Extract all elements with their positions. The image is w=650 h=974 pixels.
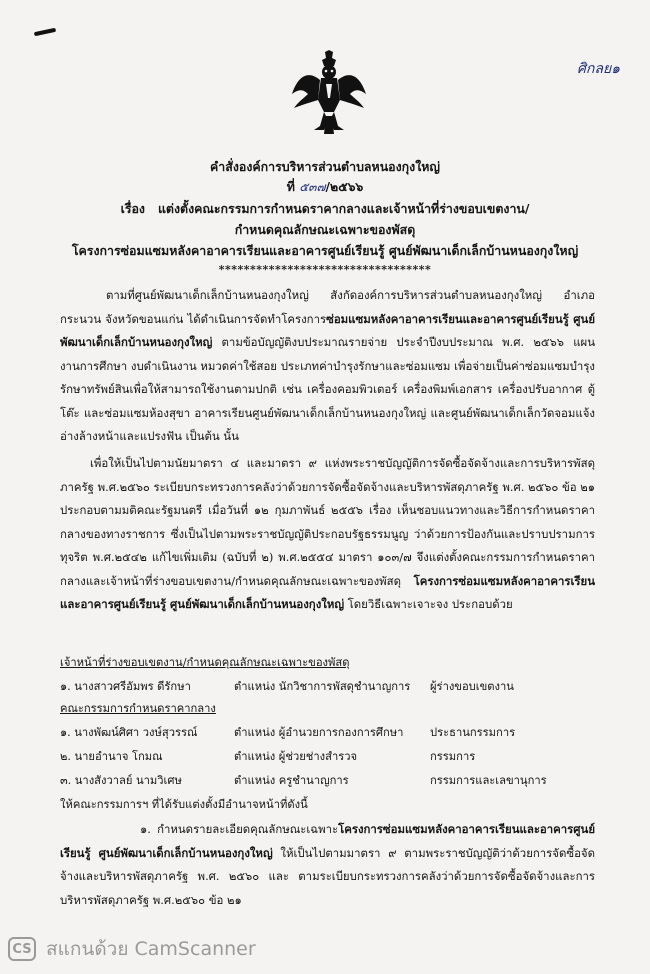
section-committee-heading: คณะกรรมการกำหนดราคากลาง <box>60 702 216 715</box>
para2-suffix: โดยวิธีเฉพาะเจาะจง ประกอบด้วย <box>344 597 513 611</box>
para2-project-name: โครงการซ่อมแซมหลังคาอาคารเรียนและอาคารศูนย์เรียนรู้ ศูนย์พัฒนาเด็กเล็กบ้านหนองกุงใหญ่ <box>60 573 595 611</box>
committee-member-3-name: ๓. นางสังวาลย์ นามวิเศษ <box>60 774 182 787</box>
subject-line-2: กำหนดคุณลักษณะเฉพาะของพัสดุ <box>234 222 416 237</box>
duty1-rest: ให้เป็นไปตามมาตรา ๙ ตามพระราชบัญญัติว่าด้วยการจัดซื้อจัดจ้างและบริหารพัสดุภาครัฐ พ.ศ. ๒๕๖๐ และ ตามระเบียบกระทรวงการคลังว่าด้วยการจัดซื้อจัดจ้างและการบริหารพัสดุภาครัฐ พ.ศ.๒๕๖๐ ข้อ ๒๑ <box>60 845 595 907</box>
subject-line-3: โครงการซ่อมแซมหลังคาอาคารเรียนและอาคารศูนย์เรียนรู้ ศูนย์พัฒนาเด็กเล็กบ้านหนองกุงใหญ่ <box>71 243 579 258</box>
order-number-prefix: ที่ <box>286 179 295 194</box>
subject-line-1 <box>0 200 650 218</box>
committee-member-2-position: ตำแหน่ง ผู้ช่วยช่างสำรวจ <box>234 750 358 763</box>
scope-member-role: ผู้ร่างขอบเขตงาน <box>430 680 514 693</box>
camscanner-text: สแกนด้วย CamScanner <box>46 938 256 960</box>
committee-member-1-position: ตำแหน่ง ผู้อำนวยการกองการศึกษา <box>234 726 404 739</box>
handwritten-corner-note: ศิกลย๑ <box>577 61 621 77</box>
authority-line: ให้คณะกรรมการฯ ที่ได้รับแต่งตั้งมีอำนาจหน้าที่ดังนี้ <box>60 798 308 811</box>
pen-mark <box>34 28 56 36</box>
paragraph-duty-1 <box>60 818 595 912</box>
garuda-emblem-icon <box>290 50 368 134</box>
committee-member-2-role: กรรมการ <box>430 750 476 763</box>
committee-member-1-name: ๑. นางพัฒน์ศิศา วงษ์สุวรรณ์ <box>60 726 198 739</box>
stars-separator: ********************************** <box>218 263 432 276</box>
para1-project-name: ซ่อมแซมหลังคาอาคารเรียนและอาคารศูนย์เรียนรู้ ศูนย์พัฒนาเด็กเล็กบ้านหนองกุงใหญ่ <box>60 311 595 349</box>
paragraph-background <box>60 284 595 449</box>
camscanner-watermark <box>8 934 256 964</box>
scope-member-position: ตำแหน่ง นักวิชาการพัสดุชำนาญการ <box>234 680 411 693</box>
camscanner-logo-icon: CS <box>8 937 36 961</box>
duty1-project-name: โครงการซ่อมแซมหลังคาอาคารเรียนและอาคารศูนย์เรียนรู้ ศูนย์พัฒนาเด็กเล็กบ้านหนองกุงใหญ่ <box>60 822 595 860</box>
subject-text-1: แต่งตั้งคณะกรรมการกำหนดราคากลางและเจ้าหน้าที่ร่างขอบเขตงาน/ <box>157 201 530 216</box>
paragraph-legal-basis <box>60 452 595 617</box>
committee-member-3-position: ตำแหน่ง ครูชำนาญการ <box>234 774 349 787</box>
subject-label: เรื่อง <box>120 201 145 216</box>
order-number-handwritten: ๕๓๗ <box>299 180 326 194</box>
duty1-text: ๑. กำหนดรายละเอียดคุณลักษณะเฉพาะ <box>140 822 339 836</box>
order-number <box>0 178 650 196</box>
section-scope-heading: เจ้าหน้าที่ร่างขอบเขตงาน/กำหนดคุณลักษณะเฉพาะของพัสดุ <box>60 656 350 669</box>
para2-text: เพื่อให้เป็นไปตามนัยมาตรา ๔ และมาตรา ๙ แห่งพระราชบัญญัติการจัดซื้อจัดจ้างและการบริหารพัสดุภาครัฐ พ.ศ.๒๕๖๐ ระเบียบกระทรวงการคลังว่าด้วยการจัดซื้อจัดจ้างและบริหารพัสดุภาครัฐ พ.ศ. ๒๕๖๐ ข้อ ๒๑ ประกอบตามมติคณะรัฐมนตรี เมื่อวันที่ ๑๒ กุมภาพันธ์ ๒๕๕๖ เรื่อง เห็นชอบแนวทางและวิธีการกำหนดราคากลางของทางราชการ ซึ่งเป็นไปตามพระราชบัญญัติประกอบรัฐธรรมนูญ ว่าด้วยการป้องกันและปราบปรามการทุจริต พ.ศ.๒๕๔๒ แก้ไขเพิ่มเติม (ฉบับที่ ๒) พ.ศ.๒๕๕๔ มาตรา ๑๐๓/๗ จึงแต่งตั้งคณะกรรมการกำหนดราคากลางและเจ้าหน้าที่ร่างขอบเขตงาน/กำหนดคุณลักษณะเฉพาะของพัสดุ <box>60 456 595 588</box>
para1-text: ตามที่ศูนย์พัฒนาเด็กเล็กบ้านหนองกุงใหญ่ สังกัดองค์การบริหารส่วนตำบลหนองกุงใหญ่ อำเภอกระนวน จังหวัดขอนแก่น ได้ดำเนินการจัดทำโครงการ <box>60 288 595 326</box>
scope-member-name: ๑. นางสาวศรีอัมพร ดีรักษา <box>60 680 191 693</box>
committee-member-2-name: ๒. นายอำนาจ โกมณ <box>60 750 163 763</box>
order-number-year: /๒๕๖๖ <box>325 179 364 194</box>
order-title: คำสั่งองค์การบริหารส่วนตำบลหนองกุงใหญ่ <box>210 159 440 174</box>
committee-member-3-role: กรรมการและเลขานุการ <box>430 774 547 787</box>
committee-member-1-role: ประธานกรรมการ <box>430 726 516 739</box>
para1-rest: ตามข้อบัญญัติงบประมาณรายจ่าย ประจำปีงบประมาณ พ.ศ. ๒๕๖๖ แผนงานการศึกษา งบดำเนินงาน หมวดค่าใช้สอย ประเภทค่าบำรุงรักษาและซ่อมแซม เพื่อจ่ายเป็นค่าซ่อมแซมบำรุงรักษาทรัพย์สินเพื่อให้สามารถใช้งานตามปกติ เช่น เครื่องคอมพิวเตอร์ เครื่องพิมพ์เอกสาร เครื่องปรับอากาศ ตู้ โต๊ะ และซ่อมแซมห้องสุขา อาคารเรียนศูนย์พัฒนาเด็กเล็กบ้านหนองกุงใหญ่ และศูนย์พัฒนาเด็กเล็กวัดจอมแจ้ง อ่างล้างหน้าและแปรงฟัน เป็นต้น นั้น <box>60 335 595 443</box>
